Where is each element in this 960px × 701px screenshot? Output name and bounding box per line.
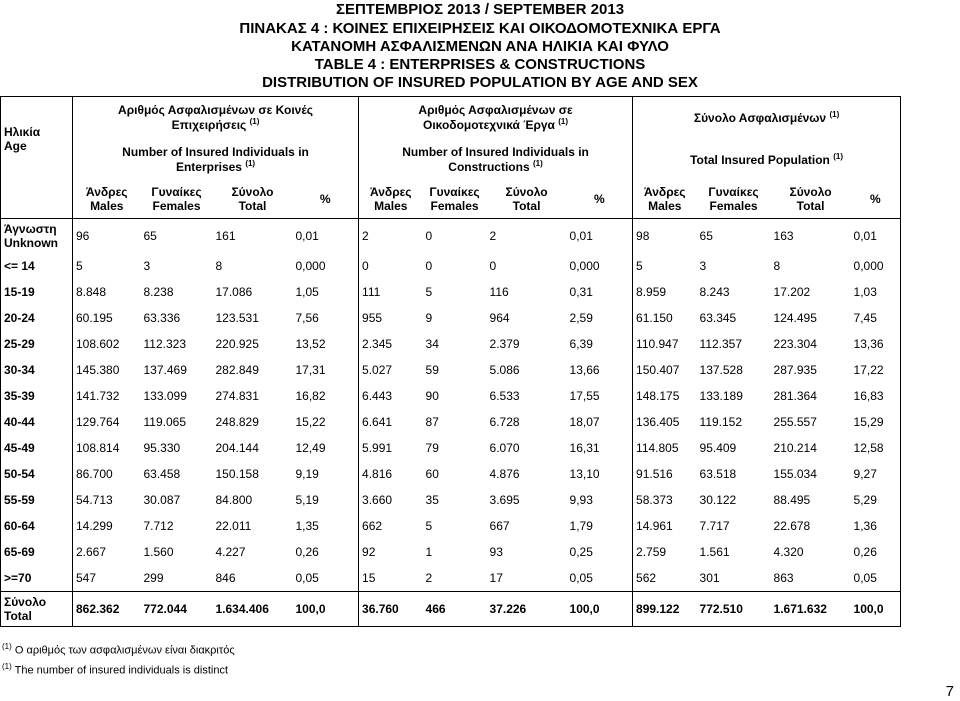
value-cell: 899.122 (633, 592, 697, 627)
table-row (1, 513, 901, 539)
value-cell: 95.330 (143, 441, 181, 455)
value-cell: 65 (699, 229, 713, 243)
value-cell: 95.409 (699, 441, 737, 455)
value-cell: 119.065 (143, 415, 186, 429)
value-cell: 3 (143, 259, 151, 273)
constructions-header-en-line2: Constructions (448, 160, 530, 174)
value-cell: 248.829 (215, 415, 259, 429)
value-cell: 110.947 (636, 337, 679, 351)
value-cell: 9,27 (851, 461, 901, 487)
value-cell: 86.700 (76, 467, 113, 481)
title-distribution-gr: ΚΑΤΑΝΟΜΗ ΑΣΦΑΛΙΣΜΕΝΩΝ ΑΝΑ ΗΛΙΚΙΑ ΚΑΙ ΦΥΛΟ (291, 38, 669, 55)
pct-header: % (851, 181, 901, 219)
value-cell: 112.357 (699, 337, 743, 351)
value-cell: 7,56 (293, 305, 359, 331)
value-cell: 1,05 (293, 279, 359, 305)
males-header (359, 181, 423, 219)
value-cell: 0 (425, 259, 433, 273)
value-cell: 223.304 (773, 337, 817, 351)
value-cell: 112.323 (143, 337, 186, 351)
value-cell: 13,52 (293, 331, 359, 357)
value-cell: 772.510 (697, 592, 771, 627)
value-cell: 7,45 (851, 305, 901, 331)
value-cell: 150.407 (636, 363, 680, 377)
value-cell: 60 (425, 467, 439, 481)
males-header (633, 181, 697, 219)
value-cell: 9 (425, 311, 433, 325)
total-header-en-text: Total Insured Population (690, 153, 830, 167)
age-cell: 20-24 (1, 305, 73, 331)
value-cell: 100,0 (567, 592, 633, 627)
value-cell: 5,19 (293, 487, 359, 513)
age-header (1, 97, 73, 181)
value-cell: 8 (773, 259, 781, 273)
value-cell: 133.189 (699, 389, 743, 403)
value-cell: 0 (489, 259, 497, 273)
value-cell: 466 (423, 592, 487, 627)
value-cell: 5 (636, 259, 643, 273)
constructions-header-gr-line1: Αριθμός Ασφαλισμένων σε (418, 103, 573, 118)
value-cell: 0,01 (851, 219, 901, 254)
total-gr: Σύνολο (505, 185, 548, 200)
value-cell: 2.379 (489, 337, 520, 351)
value-cell: 3.695 (489, 493, 520, 507)
value-cell: 60.195 (76, 311, 113, 325)
table-row (1, 357, 901, 383)
table-row (1, 383, 901, 409)
footnote-mark: (1) (532, 159, 543, 168)
pct-header: % (293, 181, 359, 219)
total-en: Total (238, 199, 267, 214)
age-cell: 45-49 (1, 435, 73, 461)
value-cell: 34 (425, 337, 439, 351)
value-cell: 124.495 (773, 311, 817, 325)
table-row (1, 565, 901, 592)
females-gr: Γυναίκες (708, 185, 759, 200)
value-cell: 0,000 (567, 253, 633, 279)
value-cell: 16,31 (567, 435, 633, 461)
subheader-row (1, 181, 901, 219)
constructions-header-gr-line2: Οικοδομοτεχνικά Έργα (423, 118, 555, 133)
table-row (1, 539, 901, 565)
value-cell: 129.764 (76, 415, 120, 429)
table-row (1, 305, 901, 331)
value-cell: 2 (362, 229, 369, 243)
value-cell: 210.214 (773, 441, 817, 455)
value-cell: 141.732 (76, 389, 120, 403)
constructions-header-en-line1: Number of Insured Individuals in (402, 145, 589, 159)
value-cell: 137.469 (143, 363, 187, 377)
age-cell: 35-39 (1, 383, 73, 409)
value-cell: 1,03 (851, 279, 901, 305)
value-cell: 92 (362, 545, 376, 559)
value-cell: 87 (425, 415, 439, 429)
enterprises-header-en-line2: Enterprises (175, 160, 242, 174)
value-cell: 0,26 (293, 539, 359, 565)
value-cell: 91.516 (636, 467, 673, 481)
females-gr: Γυναίκες (151, 185, 202, 200)
value-cell: 6,39 (567, 331, 633, 357)
value-cell: 163 (773, 229, 794, 243)
value-cell: 8 (215, 259, 223, 273)
total-en: Total (796, 199, 825, 214)
total-header (487, 181, 567, 219)
table-row (1, 435, 901, 461)
footnote-mark: (1) (558, 117, 569, 127)
value-cell: 12,58 (851, 435, 901, 461)
value-cell: 17,55 (567, 383, 633, 409)
value-cell: 137.528 (699, 363, 743, 377)
value-cell: 862.362 (73, 592, 141, 627)
value-cell: 5,29 (851, 487, 901, 513)
value-cell: 2.667 (76, 545, 107, 559)
value-cell: 37.226 (487, 592, 567, 627)
value-cell: 6.443 (362, 389, 393, 403)
value-cell: 5 (76, 259, 83, 273)
value-cell: 133.099 (143, 389, 187, 403)
value-cell: 1,79 (567, 513, 633, 539)
value-cell: 17.202 (773, 285, 811, 299)
value-cell: 0,05 (567, 565, 633, 592)
age-header-en: Age (4, 138, 27, 153)
value-cell: 16,82 (293, 383, 359, 409)
value-cell: 0,01 (293, 219, 359, 254)
females-header (423, 181, 487, 219)
males-header (73, 181, 141, 219)
value-cell: 204.144 (215, 441, 259, 455)
value-cell: 145.380 (76, 363, 120, 377)
value-cell: 59 (425, 363, 439, 377)
age-cell: 25-29 (1, 331, 73, 357)
value-cell: 4.816 (362, 467, 393, 481)
table-row (1, 253, 901, 279)
value-cell: 6.533 (489, 389, 520, 403)
value-cell: 13,66 (567, 357, 633, 383)
title-table-gr: ΠΙΝΑΚΑΣ 4 : ΚΟΙΝΕΣ ΕΠΙΧΕΙΡΗΣΕΙΣ ΚΑΙ ΟΙΚΟΔΟΜΟΤΕΧΝΙΚΑ ΕΡΓΑ (239, 20, 721, 37)
value-cell: 0,05 (851, 565, 901, 592)
value-cell: 220.925 (215, 337, 259, 351)
value-cell: 1.671.632 (771, 592, 851, 627)
value-cell: 108.814 (76, 441, 120, 455)
enterprises-header-gr-line1: Αριθμός Ασφαλισμένων σε Κοινές (118, 103, 313, 118)
table-row (1, 279, 901, 305)
age-cell: Σύνολο Total (1, 592, 73, 627)
constructions-header-en (359, 139, 633, 181)
value-cell: 30.087 (143, 493, 181, 507)
enterprises-header-en-line1: Number of Insured Individuals in (122, 145, 309, 159)
total-en: Total (512, 199, 541, 214)
footnote-mark: (1) (833, 152, 843, 161)
value-cell: 301 (699, 571, 720, 585)
females-en: Females (709, 199, 758, 214)
value-cell: 15,22 (293, 409, 359, 435)
value-cell: 161 (215, 229, 236, 243)
value-cell: 22.678 (773, 519, 811, 533)
males-en: Males (374, 199, 408, 214)
total-header-en (633, 139, 901, 181)
value-cell: 116 (489, 285, 509, 299)
age-header-gr: Ηλικία (4, 124, 41, 139)
age-cell: >=70 (1, 565, 73, 592)
value-cell: 955 (362, 311, 383, 325)
value-cell: 100,0 (293, 592, 359, 627)
value-cell: 5.086 (489, 363, 520, 377)
value-cell: 17,31 (293, 357, 359, 383)
value-cell: 119.152 (699, 415, 743, 429)
value-cell: 846 (215, 571, 236, 585)
value-cell: 3 (699, 259, 707, 273)
value-cell: 123.531 (215, 311, 259, 325)
table-row (1, 487, 901, 513)
enterprises-header-en (73, 139, 359, 181)
value-cell: 6.641 (362, 415, 393, 429)
value-cell: 8.959 (636, 285, 667, 299)
value-cell: 17.086 (215, 285, 253, 299)
value-cell: 35 (425, 493, 439, 507)
value-cell: 1,36 (851, 513, 901, 539)
value-cell: 61.150 (636, 311, 673, 325)
value-cell: 863 (773, 571, 794, 585)
value-cell: 1.560 (143, 545, 174, 559)
footnote-gr-text: Ο αριθμός των ασφαλισμένων είναι διακριτός (14, 644, 235, 657)
value-cell: 30.122 (699, 493, 737, 507)
value-cell: 5.027 (362, 363, 393, 377)
value-cell: 6.728 (489, 415, 520, 429)
value-cell: 9,93 (567, 487, 633, 513)
value-cell: 13,36 (851, 331, 901, 357)
females-header (141, 181, 213, 219)
table-body (1, 219, 901, 627)
value-cell: 90 (425, 389, 439, 403)
value-cell: 5 (425, 285, 433, 299)
value-cell: 667 (489, 519, 510, 533)
females-en: Females (152, 199, 201, 214)
value-cell: 17,22 (851, 357, 901, 383)
value-cell: 4.876 (489, 467, 520, 481)
value-cell: 1 (425, 545, 433, 559)
footnote-gr (2, 642, 235, 657)
value-cell: 1,35 (293, 513, 359, 539)
constructions-header-gr (359, 97, 633, 139)
value-cell: 282.849 (215, 363, 259, 377)
age-cell: 60-64 (1, 513, 73, 539)
value-cell: 299 (143, 571, 164, 585)
table-row (1, 409, 901, 435)
value-cell: 1.634.406 (213, 592, 293, 627)
value-cell: 18,07 (567, 409, 633, 435)
page-number: 7 (945, 683, 954, 700)
males-gr: Άνδρες (370, 185, 412, 200)
value-cell: 2.345 (362, 337, 393, 351)
value-cell: 1.561 (699, 545, 730, 559)
footnote-mark: (1) (249, 117, 260, 127)
table-row (1, 331, 901, 357)
value-cell: 58.373 (636, 493, 673, 507)
value-cell: 7.717 (699, 519, 730, 533)
value-cell: 17 (489, 571, 503, 585)
value-cell: 0,01 (567, 219, 633, 254)
males-gr: Άνδρες (85, 185, 128, 200)
enterprises-header-gr-line2: Επιχειρήσεις (171, 118, 247, 133)
value-cell: 15 (362, 571, 376, 585)
footnote-mark: (1) (2, 642, 12, 651)
value-cell: 12,49 (293, 435, 359, 461)
value-cell: 0,31 (567, 279, 633, 305)
value-cell: 2 (425, 571, 433, 585)
value-cell: 7.712 (143, 519, 174, 533)
value-cell: 155.034 (773, 467, 817, 481)
value-cell: 13,10 (567, 461, 633, 487)
value-cell: 88.495 (773, 493, 811, 507)
age-cell: 30-34 (1, 357, 73, 383)
total-header-gr-text: Σύνολο Ασφαλισμένων (693, 111, 827, 126)
value-cell: 65 (143, 229, 157, 243)
males-en: Males (90, 199, 124, 214)
value-cell: 0,05 (293, 565, 359, 592)
total-header (771, 181, 851, 219)
age-cell: 40-44 (1, 409, 73, 435)
value-cell: 8.238 (143, 285, 174, 299)
value-cell: 22.011 (215, 519, 252, 533)
total-gr: Σύνολο (231, 185, 274, 200)
table-row (1, 461, 901, 487)
footnote-mark: (1) (245, 159, 256, 168)
value-cell: 0,25 (567, 539, 633, 565)
value-cell: 0,000 (851, 253, 901, 279)
value-cell: 255.557 (773, 415, 817, 429)
value-cell: 111 (362, 285, 381, 299)
value-cell: 5.991 (362, 441, 393, 455)
value-cell: 3.660 (362, 493, 393, 507)
table-header (1, 97, 901, 219)
value-cell: 79 (425, 441, 439, 455)
value-cell: 54.713 (76, 493, 113, 507)
value-cell: 150.158 (215, 467, 259, 481)
value-cell: 0,26 (851, 539, 901, 565)
value-cell: 0,000 (293, 253, 359, 279)
table-row (1, 219, 901, 254)
value-cell: 562 (636, 571, 657, 585)
insured-population-table (0, 96, 901, 627)
value-cell: 100,0 (851, 592, 901, 627)
value-cell: 63.336 (143, 311, 181, 325)
value-cell: 964 (489, 311, 510, 325)
value-cell: 14.299 (76, 519, 113, 533)
value-cell: 36.760 (359, 592, 423, 627)
females-header (697, 181, 771, 219)
value-cell: 772.044 (141, 592, 213, 627)
age-cell: <= 14 (1, 253, 73, 279)
age-cell: 55-59 (1, 487, 73, 513)
total-header (213, 181, 293, 219)
age-cell: 50-54 (1, 461, 73, 487)
footnote-en (2, 662, 228, 677)
value-cell: 287.935 (773, 363, 817, 377)
value-cell: 148.175 (636, 389, 680, 403)
pct-header: % (567, 181, 633, 219)
males-en: Males (648, 199, 682, 214)
value-cell: 8.243 (699, 285, 730, 299)
value-cell: 93 (489, 545, 503, 559)
value-cell: 5 (425, 519, 433, 533)
age-cell: 15-19 (1, 279, 73, 305)
value-cell: 14.961 (636, 519, 673, 533)
title-distribution-en: DISTRIBUTION OF INSURED POPULATION BY AGE AND SEX (262, 74, 698, 91)
value-cell: 547 (76, 571, 97, 585)
value-cell: 4.227 (215, 545, 246, 559)
value-cell: 0 (362, 259, 369, 273)
title-date: ΣΕΠΤΕΜΒΡΙΟΣ 2013 / SEPTEMBER 2013 (335, 1, 625, 18)
value-cell: 136.405 (636, 415, 680, 429)
value-cell: 662 (362, 519, 383, 533)
value-cell: 0 (425, 229, 433, 243)
value-cell: 2,59 (567, 305, 633, 331)
value-cell: 63.345 (699, 311, 737, 325)
title-table-en: TABLE 4 : ENTERPRISES & CONSTRUCTIONS (314, 56, 646, 73)
females-gr: Γυναίκες (429, 185, 480, 200)
value-cell: 6.070 (489, 441, 520, 455)
value-cell: 8.848 (76, 285, 107, 299)
footnote-mark: (1) (829, 110, 840, 120)
age-cell: 65-69 (1, 539, 73, 565)
value-cell: 108.602 (76, 337, 120, 351)
enterprises-header-gr (73, 97, 359, 139)
value-cell: 63.518 (699, 467, 737, 481)
females-en: Females (430, 199, 479, 214)
value-cell: 84.800 (215, 493, 253, 507)
value-cell: 63.458 (143, 467, 181, 481)
value-cell: 4.320 (773, 545, 804, 559)
total-gr: Σύνολο (789, 185, 832, 200)
value-cell: 2.759 (636, 545, 667, 559)
value-cell: 16,83 (851, 383, 901, 409)
value-cell: 2 (489, 229, 497, 243)
total-header-gr (633, 97, 901, 139)
value-cell: 98 (636, 229, 650, 243)
value-cell: 15,29 (851, 409, 901, 435)
value-cell: 274.831 (215, 389, 259, 403)
value-cell: 281.364 (773, 389, 817, 403)
value-cell: 9,19 (293, 461, 359, 487)
table-row (1, 592, 901, 627)
value-cell: 96 (76, 229, 90, 243)
age-cell: Άγνωστη Unknown (1, 219, 73, 254)
males-gr: Άνδρες (644, 185, 686, 200)
footnote-mark: (1) (2, 662, 12, 671)
footnote-en-text: The number of insured individuals is distinct (14, 664, 229, 677)
value-cell: 114.805 (636, 441, 679, 455)
